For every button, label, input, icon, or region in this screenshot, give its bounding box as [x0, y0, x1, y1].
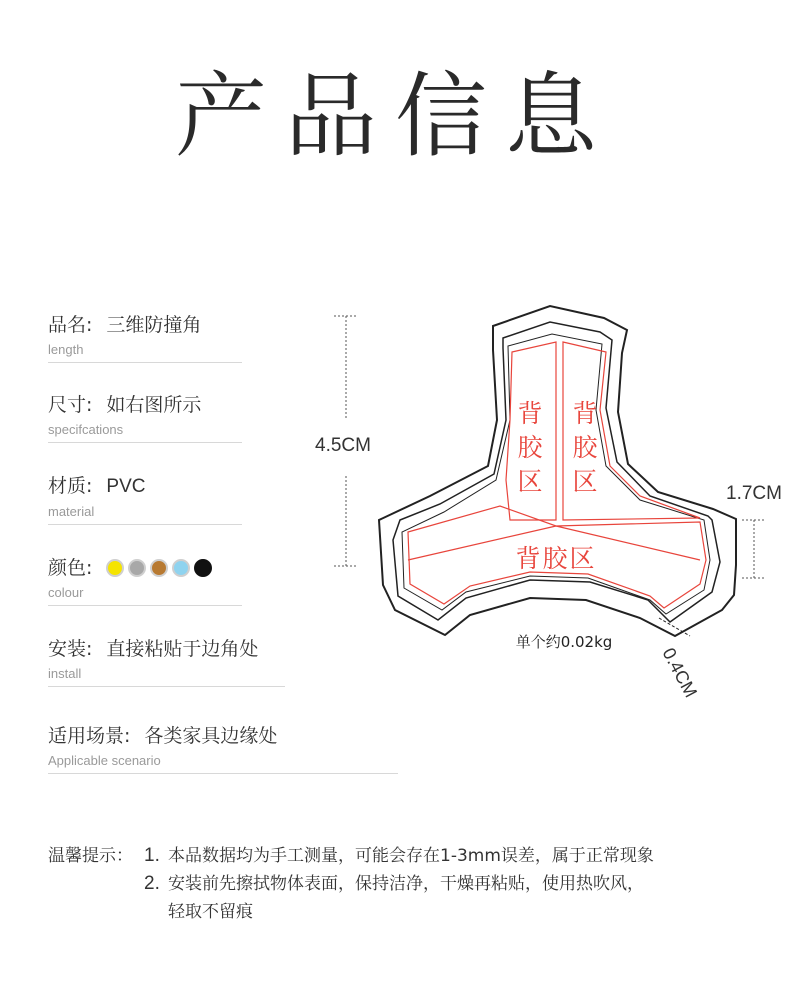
adhesive-label-char: 区 [572, 467, 598, 496]
tip-number: 2. [144, 873, 160, 894]
spec-label: 尺寸: [48, 394, 93, 416]
tip-text: 本品数据均为手工测量，可能会存在1-3mm误差，属于正常现象 [168, 846, 654, 866]
height-label: 4.5CM [315, 435, 371, 456]
spec-sub-label: colour [48, 585, 84, 600]
width-label: 1.7CM [726, 483, 782, 504]
tips-section [48, 842, 654, 926]
adhesive-label-left [517, 399, 543, 496]
spec-label: 材质: [48, 475, 93, 497]
adhesive-label-char: 背 [517, 399, 543, 428]
tips-heading: 温馨提示： [48, 846, 133, 866]
spec-sub-label: material [48, 504, 95, 519]
spec-label: 适用场景: [48, 725, 131, 747]
spec-value: 各类家具边缘处 [144, 725, 278, 747]
spec-label: 品名: [48, 314, 93, 336]
spec-sub-label: install [48, 666, 82, 681]
tip-number: 1. [144, 845, 160, 866]
width-dimension [742, 520, 766, 578]
adhesive-label-char: 胶 [572, 433, 598, 462]
adhesive-label-char: 胶 [517, 433, 543, 462]
adhesive-label-right [572, 399, 598, 496]
spec-label: 颜色: [48, 557, 93, 579]
spec-sub-label: specifcations [48, 422, 124, 437]
adhesive-label-char: 背 [572, 399, 598, 428]
spec-label: 安装: [48, 638, 93, 660]
spec-value: 三维防撞角 [106, 314, 202, 336]
adhesive-label-bottom: 背胶区 [515, 544, 597, 573]
spec-value: PVC [106, 476, 146, 497]
spec-sub-label: length [48, 342, 84, 357]
spec-value: 直接粘贴于边角处 [106, 638, 259, 660]
adhesive-label-char: 区 [517, 467, 543, 496]
tip-text-continuation: 轻取不留痕 [168, 902, 253, 922]
tip-text: 安装前先擦拭物体表面，保持洁净，干燥再粘贴，使用热吹风， [168, 874, 644, 894]
thickness-label: 0.4CM [658, 644, 702, 701]
weight-label: 单个约0.02kg [515, 633, 613, 651]
page-title: 产品信息 [174, 63, 615, 170]
spec-sub-label: Applicable scenario [48, 753, 161, 768]
spec-value: 如右图所示 [106, 394, 202, 416]
guard-outline [379, 306, 736, 636]
